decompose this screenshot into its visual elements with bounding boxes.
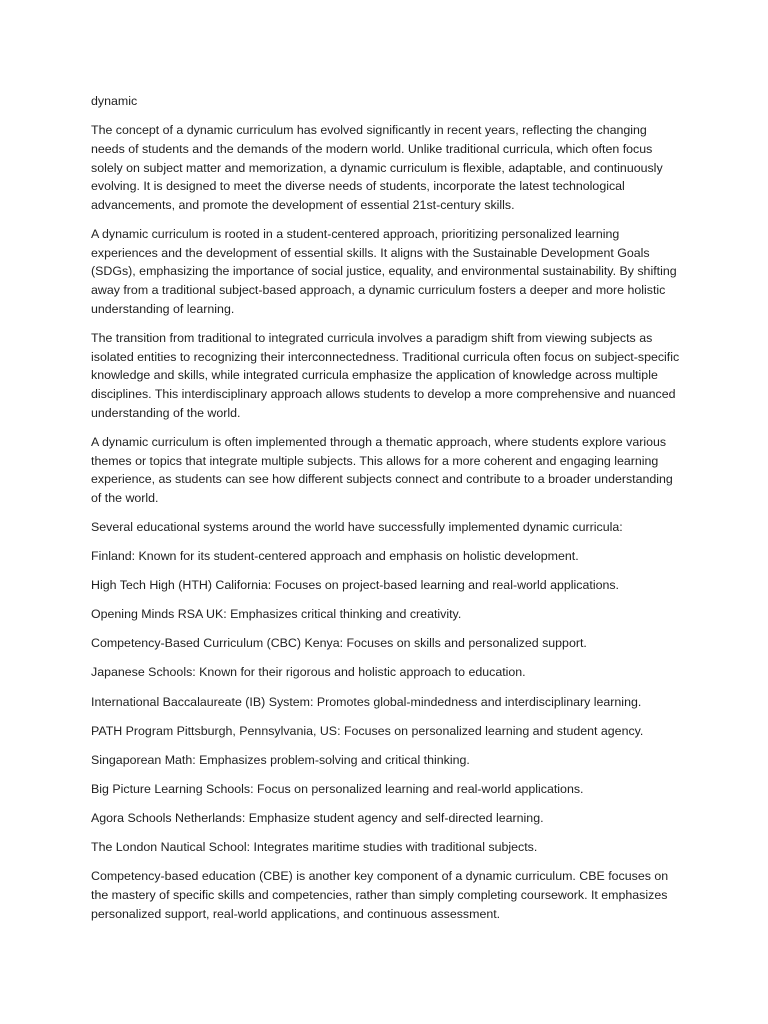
list-item-cbc-kenya: Competency-Based Curriculum (CBC) Kenya: Focuses on skills and personalized support. xyxy=(91,636,587,651)
paragraph-examples-intro: Several educational systems around the world have successfully implemented dynamic curricula: xyxy=(91,520,623,535)
list-item-agora-schools: Agora Schools Netherlands: Emphasize student agency and self-directed learning. xyxy=(91,810,544,825)
document-page xyxy=(91,92,681,934)
list-item-japanese-schools: Japanese Schools: Known for their rigorous and holistic approach to education. xyxy=(91,665,526,680)
list-item-big-picture: Big Picture Learning Schools: Focus on personalized learning and real-world applications. xyxy=(91,781,584,796)
paragraph-transition: The transition from traditional to integrated curricula involves a paradigm shift from viewing subjects as isolated entities to recognizing their interconnectedness. Traditional curricula often focus on subject-specific knowledge and skills, while integrated curricula emphasize the application of knowledge across multiple disciplines. This interdisciplinary approach allows students to develop a more comprehensive and nuanced understanding of the world. xyxy=(91,330,680,420)
list-item-opening-minds: Opening Minds RSA UK: Emphasizes critical thinking and creativity. xyxy=(91,607,462,622)
list-item-path-program: PATH Program Pittsburgh, Pennsylvania, US: Focuses on personalized learning and student agency. xyxy=(91,723,644,738)
list-item-ib-system: International Baccalaureate (IB) System: Promotes global-mindedness and interdisciplinary learning. xyxy=(91,694,642,709)
paragraph-thematic: A dynamic curriculum is often implemented through a thematic approach, where students explore various themes or topics that integrate multiple subjects. This allows for a more coherent and engaging learning experience, as students can see how different subjects connect and contribute to a broader understanding of the world. xyxy=(91,434,673,505)
paragraph-intro: The concept of a dynamic curriculum has evolved significantly in recent years, reflecting the changing needs of students and the demands of the modern world. Unlike traditional curricula, which often focus solely on subject matter and memorization, a dynamic curriculum is flexible, adaptable, and continuously evolving. It is designed to meet the diverse needs of students, incorporate the latest technological advancements, and promote the development of essential 21st-century skills. xyxy=(91,123,663,212)
list-item-london-nautical: The London Nautical School: Integrates maritime studies with traditional subjects. xyxy=(91,840,538,855)
document-heading: dynamic xyxy=(91,94,138,108)
list-item-high-tech-high: High Tech High (HTH) California: Focuses on project-based learning and real-world applications. xyxy=(91,578,620,593)
list-item-finland: Finland: Known for its student-centered approach and emphasis on holistic development. xyxy=(91,549,579,564)
paragraph-student-centered: A dynamic curriculum is rooted in a student-centered approach, prioritizing personalized learning experiences and the development of essential skills. It aligns with the Sustainable Development Goals (SDGs), emphasizing the importance of social justice, equality, and environmental sustainability. By shifting away from a traditional subject-based approach, a dynamic curriculum fosters a deeper and more holistic understanding of learning. xyxy=(91,227,677,316)
list-item-singaporean-math: Singaporean Math: Emphasizes problem-solving and critical thinking. xyxy=(91,752,470,767)
paragraph-cbe: Competency-based education (CBE) is another key component of a dynamic curriculum. CBE focuses on the mastery of specific skills and competencies, rather than simply completing coursework. It emphasizes personalized support, real-world applications, and continuous assessment. xyxy=(91,869,669,921)
